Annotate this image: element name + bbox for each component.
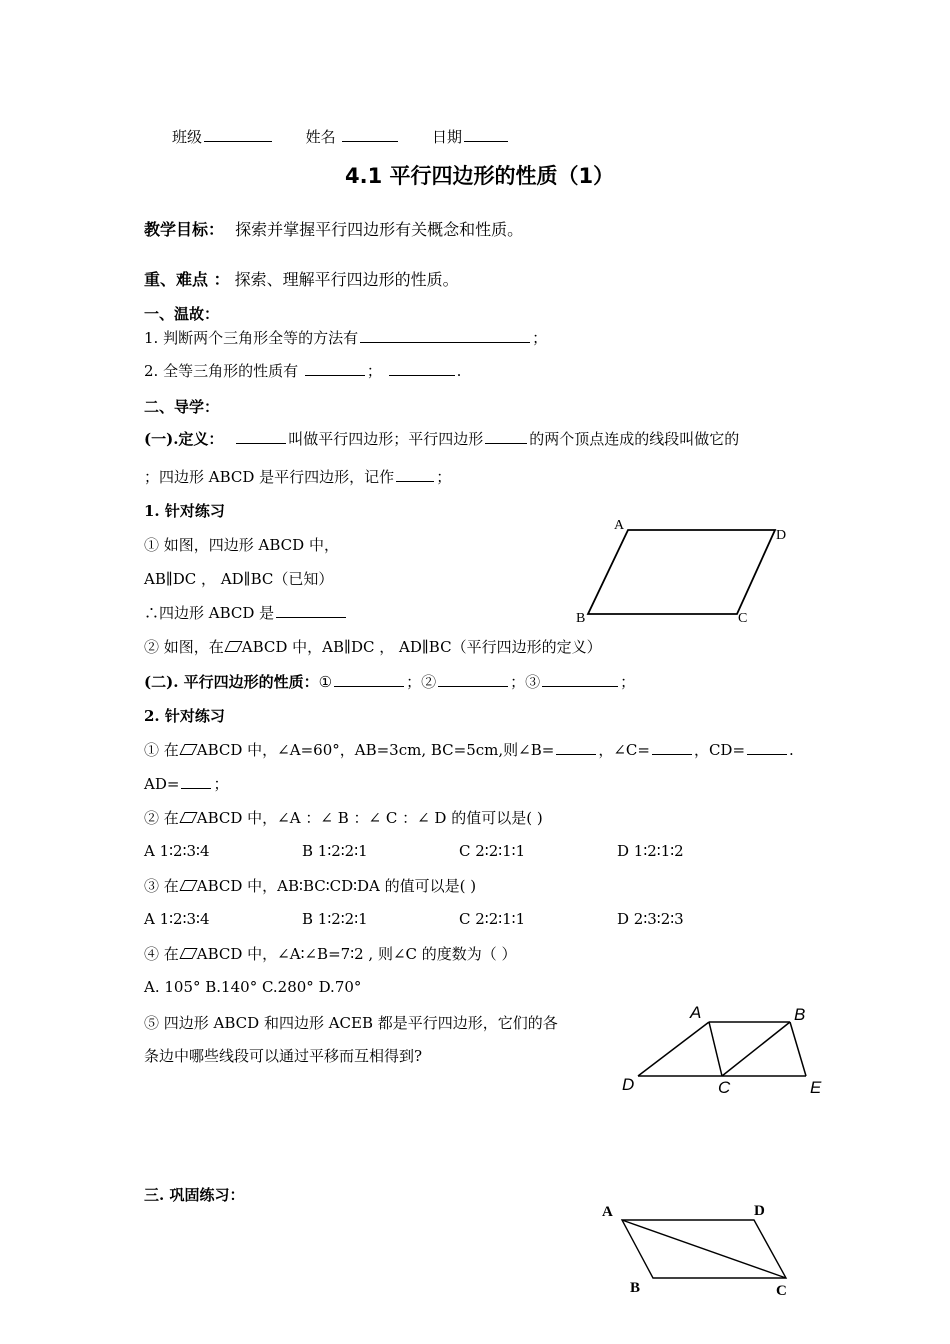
parallelogram-symbol-icon xyxy=(179,948,197,959)
q4-options[interactable]: A. 105° B.140° C.280° D.70° xyxy=(144,978,362,996)
difficulty xyxy=(144,267,459,290)
q1-ad-end: ； xyxy=(213,775,229,793)
fig2-label-e: E xyxy=(810,1078,822,1097)
fig2-label-c: C xyxy=(718,1078,731,1097)
q5-line2: 条边中哪些线段可以通过平移而互相得到? xyxy=(144,1047,423,1065)
properties-c2: ；② xyxy=(406,673,437,691)
q1-text-c: ，∠C= xyxy=(598,741,650,759)
difficulty-text: 探索、理解平行四边形的性质。 xyxy=(234,270,459,289)
parallelogram-symbol-icon xyxy=(179,880,197,891)
review-q2-end: . xyxy=(456,362,462,380)
difficulty-label: 重、难点 ： xyxy=(144,270,230,289)
q1-text: ABCD 中，∠A=60°，AB=3cm, BC=5cm,则∠B= xyxy=(196,741,555,759)
review-q2-blank1[interactable] xyxy=(305,361,365,376)
q1-blank-c[interactable] xyxy=(652,740,692,755)
q1-blank-b[interactable] xyxy=(556,740,596,755)
property-blank2[interactable] xyxy=(438,672,508,687)
figure-parallelogram-3 xyxy=(594,1196,804,1301)
practice1-line1: ① 如图，四边形 ABCD 中， xyxy=(144,536,339,554)
practice1-line3 xyxy=(144,602,348,623)
fig3-label-a: A xyxy=(602,1204,613,1220)
properties-end: ； xyxy=(620,673,636,691)
q2-option-d[interactable]: D 1∶2∶1∶2 xyxy=(617,842,684,860)
properties-c3: ；③ xyxy=(510,673,541,691)
definition-line1 xyxy=(144,428,739,449)
q4-prefix: ④ 在 xyxy=(144,945,179,963)
page-title: 4.1 平行四边形的性质（1） xyxy=(345,164,615,188)
q3-prefix: ③ 在 xyxy=(144,877,179,895)
practice1-line3-text: ∴四边形 ABCD 是 xyxy=(144,604,275,622)
properties-label: (二). 平行四边形的性质： xyxy=(144,673,319,691)
q1-text-d: ，CD= xyxy=(693,741,746,759)
practice1-line2: AB∥DC ， AD∥BC（已知） xyxy=(144,570,334,588)
fig3-label-c: C xyxy=(776,1283,787,1299)
definition-line2-text: ；四边形 ABCD 是平行四边形，记作 xyxy=(144,468,395,486)
consolidate-heading: 三. 巩固练习： xyxy=(144,1186,245,1204)
parallelogram-symbol-icon xyxy=(179,812,197,823)
class-blank[interactable] xyxy=(204,127,272,142)
q2-option-a[interactable]: A 1∶2∶3∶4 xyxy=(144,842,210,860)
fig1-label-b: B xyxy=(576,611,586,626)
goal-label: 教学目标： xyxy=(144,220,225,239)
fig3-label-b: B xyxy=(630,1280,641,1296)
q5-line1: ⑤ 四边形 ABCD 和四边形 ACEB 都是平行四边形，它们的各 xyxy=(144,1014,558,1032)
q1-blank-ad[interactable] xyxy=(181,774,211,789)
property-blank1[interactable] xyxy=(334,672,404,687)
definition-text1: 叫做平行四边形；平行四边形 xyxy=(288,430,484,448)
q2-prefix: ② 在 xyxy=(144,809,179,827)
fig3-label-d: D xyxy=(754,1203,765,1219)
review-q2 xyxy=(144,360,461,381)
q3-option-d[interactable]: D 2∶3∶2∶3 xyxy=(617,910,684,928)
fig2-label-b: B xyxy=(794,1005,806,1024)
definition-blank3[interactable] xyxy=(396,467,434,482)
practice1-line4-prefix: ② 如图，在 xyxy=(144,638,224,656)
practice1-line4 xyxy=(144,636,602,657)
date-blank[interactable] xyxy=(464,127,508,142)
q4-line xyxy=(144,943,517,964)
teaching-goal xyxy=(144,217,523,240)
q3-option-b[interactable]: B 1∶2∶2∶1 xyxy=(302,910,368,928)
q1-ad-label: AD= xyxy=(144,775,180,793)
date-label: 日期 xyxy=(431,128,462,146)
definition-line2-end: ； xyxy=(436,468,452,486)
practice2-heading: 2. 针对练习 xyxy=(144,707,225,725)
properties-c1: ① xyxy=(318,673,333,691)
fig1-label-d: D xyxy=(776,528,787,543)
fig2-label-a: A xyxy=(690,1003,702,1022)
review-q2-blank2[interactable] xyxy=(389,361,455,376)
figure-parallelogram-1 xyxy=(570,512,800,627)
q3-line xyxy=(144,875,476,896)
definition-line2 xyxy=(144,466,451,487)
q4-text: ABCD 中，∠A∶∠B=7∶2 , 则∠C 的度数为（ ） xyxy=(196,945,517,963)
q2-text: ABCD 中，∠A ：∠ B ：∠ C ：∠ D 的值可以是( ) xyxy=(196,809,543,827)
property-blank3[interactable] xyxy=(542,672,618,687)
fig2-line-be xyxy=(790,1022,806,1076)
fig2-line-bc xyxy=(722,1022,790,1076)
figure-parallelograms-2 xyxy=(612,1000,837,1100)
properties-line xyxy=(144,671,635,692)
header-fields xyxy=(172,126,510,147)
review-q1-blank[interactable] xyxy=(360,328,530,343)
fig2-line-ac xyxy=(709,1022,722,1076)
name-label: 姓名 xyxy=(305,128,336,146)
class-label: 班级 xyxy=(172,128,203,146)
fig3-diagonal-ac xyxy=(622,1220,786,1278)
fig2-line-ad xyxy=(638,1022,709,1076)
q1-end: . xyxy=(789,741,794,759)
q1-line xyxy=(144,739,794,760)
review-heading: 一、温故： xyxy=(144,305,220,323)
fig2-label-d: D xyxy=(622,1075,635,1094)
definition-blank1[interactable] xyxy=(236,429,286,444)
definition-text2: 的两个顶点连成的线段叫做它的 xyxy=(529,430,740,448)
definition-label: (一).定义： xyxy=(144,430,224,448)
q1-blank-cd[interactable] xyxy=(747,740,787,755)
q3-option-c[interactable]: C 2∶2∶1∶1 xyxy=(459,910,526,928)
q2-option-c[interactable]: C 2∶2∶1∶1 xyxy=(459,842,526,860)
q2-line xyxy=(144,807,543,828)
q1-prefix: ① 在 xyxy=(144,741,179,759)
parallelogram-symbol-icon xyxy=(224,641,242,652)
review-q2-text: 2. 全等三角形的性质有 xyxy=(144,362,299,380)
guide-heading: 二、导学： xyxy=(144,398,220,416)
review-q1-text: 1. 判断两个三角形全等的方法有 xyxy=(144,329,359,347)
parallelogram-symbol-icon xyxy=(179,744,197,755)
review-q2-sep: ； xyxy=(366,362,382,380)
q2-option-b[interactable]: B 1∶2∶2∶1 xyxy=(302,842,368,860)
practice1-line4-text: ABCD 中，AB∥DC ， AD∥BC（平行四边形的定义） xyxy=(241,638,602,656)
name-blank[interactable] xyxy=(342,127,398,142)
fig1-shape xyxy=(588,530,775,614)
practice1-heading: 1. 针对练习 xyxy=(144,502,225,520)
q3-option-a[interactable]: A 1∶2∶3∶4 xyxy=(144,910,210,928)
review-q1 xyxy=(144,327,547,348)
fig1-label-c: C xyxy=(738,611,748,626)
q1-ad-line xyxy=(144,773,228,794)
fig1-label-a: A xyxy=(614,518,625,533)
goal-text: 探索并掌握平行四边形有关概念和性质。 xyxy=(235,220,524,239)
review-q1-end: ； xyxy=(532,329,548,347)
practice1-blank[interactable] xyxy=(276,603,346,618)
q3-text: ABCD 中，AB∶BC∶CD∶DA 的值可以是( ) xyxy=(196,877,477,895)
definition-blank2[interactable] xyxy=(485,429,527,444)
